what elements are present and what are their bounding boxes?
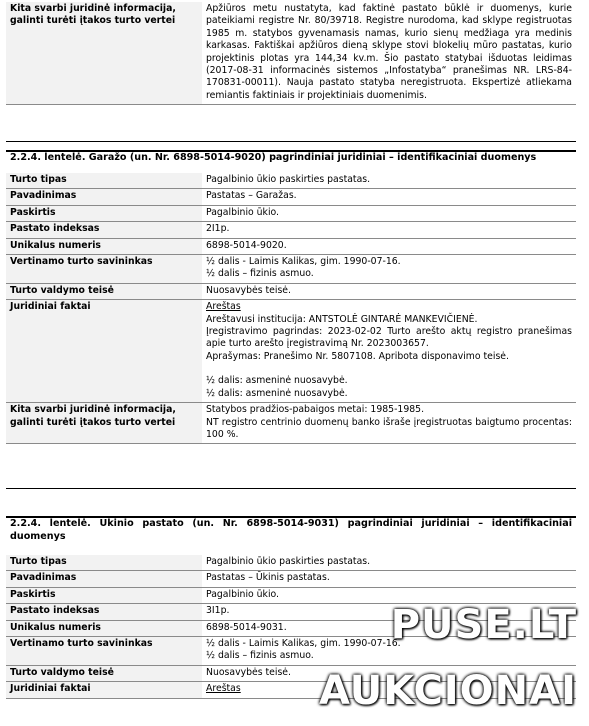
row-value-line: NT registro centrinio duomenų banko išraše įregistruotas baigtumo procentas: 100 %.	[206, 416, 572, 440]
row-label: Pastato indeksas	[6, 222, 202, 238]
row-value-line: Pagalbinio ūkio paskirties pastatas.	[206, 174, 371, 185]
table-row	[6, 300, 576, 403]
row-value	[202, 2, 576, 105]
row-value	[202, 403, 576, 444]
table-row	[6, 403, 576, 444]
row-value-line: Aprašymas: Pranešimo Nr. 5807108. Apribota disponavimo teisė.	[206, 350, 509, 362]
row-value-line: 6898-5014-9020.	[206, 239, 287, 251]
row-value	[202, 238, 576, 254]
row-value-line: ½ dalis: asmeninė nuosavybė.	[206, 387, 348, 399]
row-label: Paskirtis	[6, 205, 202, 221]
table-row	[6, 571, 576, 587]
row-value-line: Pastatas – Garažas.	[206, 190, 297, 202]
row-value-line: 6898-5014-9031.	[206, 621, 287, 633]
row-label: Vertinamo turto savininkas	[6, 637, 202, 666]
row-value-line: Įregistravimo pagrindas: 2023-02-02 Turto arešto aktų registro pranešimas apie turto arešto įregistravimą Nr. 2023003657.	[206, 326, 572, 350]
row-value-line: ½ dalis – fizinis asmuo.	[206, 268, 314, 280]
row-value-line: ½ dalis - Laimis Kalikas, gim. 1990-07-16.	[206, 256, 401, 268]
row-value	[202, 205, 576, 221]
section-separator	[6, 488, 576, 489]
table-top-continuation	[6, 2, 576, 105]
row-value	[202, 255, 576, 284]
table-header-garage	[6, 150, 576, 165]
row-value	[202, 283, 576, 299]
row-value-line: Areštavusi institucija: ANTSTOLĖ GINTARĖ MANKEVIČIENĖ.	[206, 313, 478, 325]
row-label: Kita svarbi juridinė informacija, galinti turėti įtakos turto vertei	[6, 2, 202, 105]
row-value-line: Apžiūros metu nustatyta, kad faktinė pastato būklė ir duomenys, kurie pateikiami registre Nr. 80/39718. Registre nurodoma, kad sklype registruotas 1985 m. statybos gyvenamasis namas, kurio sienų medžiaga yra medinis karkasas. Faktiškai apžiūros dieną sklype stovi blokelių mūro pastatas, kurio projektinis plotas yra 144,34 kv.m. Šio pastato statybai išduotas leidimas (2017-08-31 informacinės sistemos „Infostatyba“ pranešimas NR. LRS-84-170831-00011). Nauja pastato statyba neregistruota. Ekspertizė atliekama remiantis faktiniais ir projektiniais duomenimis.	[206, 3, 572, 101]
table-row	[6, 238, 576, 254]
row-label: Turto tipas	[6, 555, 202, 571]
row-label: Unikalus numeris	[6, 620, 202, 636]
row-label: Pavadinimas	[6, 571, 202, 587]
table-header-farm-building	[6, 516, 576, 543]
row-value	[202, 189, 576, 205]
row-value-heading: Areštas	[206, 683, 241, 695]
table-row	[6, 255, 576, 284]
row-value-heading: Areštas	[206, 301, 241, 313]
row-value-line: Nuosavybės teisė.	[206, 666, 291, 678]
row-label: Turto tipas	[6, 173, 202, 189]
row-value-line: Statybos pradžios-pabaigos metai: 1985-1985.	[206, 404, 425, 416]
table-row	[6, 2, 576, 105]
row-value-line: Pagalbinio ūkio.	[206, 206, 280, 218]
row-value	[202, 173, 576, 189]
table-title: 2.2.4. lentelė. Garažo (un. Nr. 6898-5014-9020) pagrindiniai juridiniai – identifikaciniai duomenys	[10, 152, 537, 163]
row-value-line: Pagalbinio ūkio.	[206, 588, 280, 600]
table-row	[6, 222, 576, 238]
row-value-line: Nuosavybės teisė.	[206, 284, 291, 296]
table-garage	[6, 173, 576, 444]
table-row	[6, 555, 576, 571]
row-value	[202, 555, 576, 571]
row-label: Paskirtis	[6, 587, 202, 603]
row-value-line: Pagalbinio ūkio paskirties pastatas.	[206, 556, 371, 567]
row-value-line: 3I1p.	[206, 605, 230, 617]
table-row	[6, 173, 576, 189]
row-label: Pastato indeksas	[6, 604, 202, 620]
row-value	[202, 222, 576, 238]
table-title: 2.2.4. lentelė. Ūkinio pastato (un. Nr. 6898-5014-9031) pagrindiniai juridiniai – identifikaciniai duomenys	[10, 518, 572, 542]
table-row	[6, 283, 576, 299]
row-label: Unikalus numeris	[6, 238, 202, 254]
row-value	[202, 571, 576, 587]
watermark-line-1: PUSE.LT	[390, 602, 577, 648]
row-value-line: Pastatas – Ūkinis pastatas.	[206, 572, 330, 584]
row-label: Pavadinimas	[6, 189, 202, 205]
row-label: Kita svarbi juridinė informacija, galinti turėti įtakos turto vertei	[6, 403, 202, 444]
row-label: Juridiniai faktai	[6, 300, 202, 403]
table-row	[6, 189, 576, 205]
row-label: Juridiniai faktai	[6, 682, 202, 698]
row-label: Turto valdymo teisė	[6, 283, 202, 299]
row-value	[202, 300, 576, 403]
row-value-line: 2I1p.	[206, 223, 230, 235]
row-value-line: ½ dalis - Laimis Kalikas, gim. 1990-07-16.	[206, 638, 401, 650]
watermark-line-2: AUKCIONAI	[319, 668, 577, 714]
row-label: Vertinamo turto savininkas	[6, 255, 202, 284]
row-label: Turto valdymo teisė	[6, 665, 202, 681]
section-separator	[6, 141, 576, 142]
table-row	[6, 205, 576, 221]
spacer	[206, 363, 572, 375]
row-value-line: ½ dalis – fizinis asmuo.	[206, 650, 314, 662]
row-value-line: ½ dalis: asmeninė nuosavybė.	[206, 375, 348, 387]
